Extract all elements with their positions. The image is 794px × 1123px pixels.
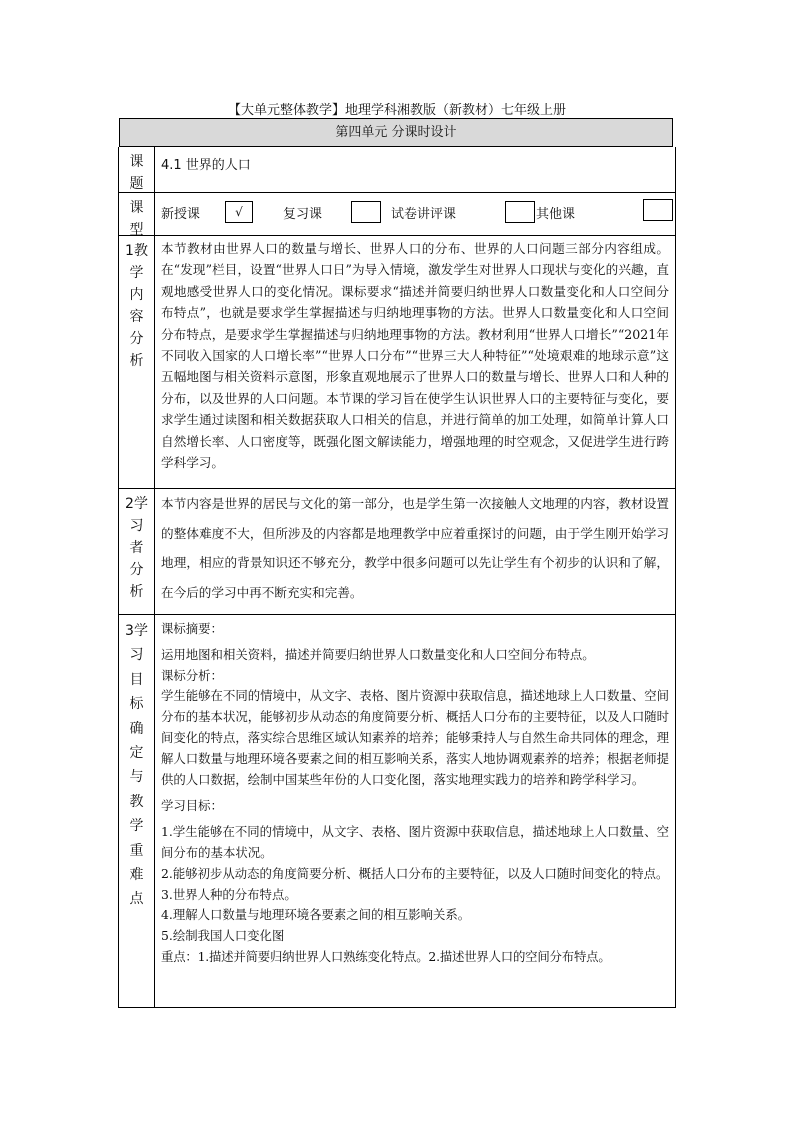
learning-goals-row [118, 615, 676, 1008]
content-analysis-row [118, 236, 676, 489]
key-points: 重点：1.描述并简要归纳世界人口熟练变化特点。2.描述世界人口的空间分布特点。 [161, 948, 611, 964]
curriculum-summary-heading: 课标摘要： [161, 621, 223, 636]
goal-item: 2.能够初步从动态的角度简要分析、概括人口分布的主要特征，以及人口随时间变化的特点。 [161, 865, 669, 881]
goal-item: 5.绘制我国人口变化图 [161, 928, 285, 944]
curriculum-analysis: 学生能够在不同的情境中，从文字、表格、图片资源中获取信息，描述地球上人口数量、空间分布的基本状况，能够初步从动态的角度简要分析、概括人口分布的主要特征，以及人口随时间变化的特点，落实综合思维区域认知素养的培养；能够秉持人与自然生命共同体的理念，理解人口数量与地理环境各要素之间的相互影响关系，落实人地协调观素养的培养；根据老师提供的人口数据，绘制中国某些年份的人口变化图，落实地理实践力的培养和跨学科学习。 [161, 688, 670, 787]
learning-goals-heading: 学习目标： [161, 798, 223, 814]
option-new-lesson: 新授课 [161, 207, 201, 222]
unit-title: 第四单元 分课时设计 [119, 118, 673, 147]
document-header: 【大单元整体教学】地理学科湘教版（新教材）七年级上册 [227, 103, 566, 118]
topic-row [118, 147, 676, 193]
option-other-lesson: 其他课 [536, 207, 576, 222]
curriculum-analysis-heading: 课标分析： [161, 667, 223, 683]
learning-goals-text [155, 615, 675, 1007]
topic-value: 4.1 世界的人口 [161, 158, 251, 173]
content-analysis-label: 1教 学 内 容 分 析 [119, 236, 155, 488]
lesson-type-label: 课 型 [119, 193, 155, 235]
goal-item: 3.世界人种的分布特点。 [161, 886, 297, 902]
curriculum-summary: 运用地图和相关资料，描述并简要归纳世界人口数量变化和人口空间分布特点。 [161, 646, 595, 662]
goal-item: 1.学生能够在不同的情境中，从文字、表格、图片资源中获取信息，描述地球上人口数量、空间分布的基本状况。 [161, 824, 669, 860]
learner-analysis-row [118, 489, 676, 615]
learner-analysis-text: 本节内容是世界的居民与文化的第一部分，也是学生第一次接触人文地理的内容，教材设置的整体难度不大，但所涉及的内容都是地理教学中应着重探讨的问题，由于学生刚开始学习地理，相应的背景知识还不够充分，教学中很多问题可以先让学生有个初步的认识和了解，在今后的学习中再不断充实和完善。 [161, 496, 669, 600]
other-lesson-checkbox[interactable] [643, 199, 673, 221]
option-exam-review: 试卷讲评课 [391, 207, 457, 222]
goal-item: 4.理解人口数量与地理环境各要素之间的相互影响关系。 [161, 907, 471, 923]
lesson-type-row [118, 193, 676, 236]
topic-label: 课 题 [119, 147, 155, 192]
learning-goals-label: 3学 习 目 标 确 定 与 教 学 重 难 点 [119, 615, 155, 1007]
exam-review-checkbox[interactable] [505, 201, 535, 223]
review-lesson-checkbox[interactable] [351, 201, 381, 223]
learner-analysis-label: 2学 习 者 分 析 [119, 489, 155, 614]
option-review-lesson: 复习课 [283, 207, 323, 222]
new-lesson-checkbox[interactable]: √ [225, 201, 253, 223]
content-analysis-text: 本节教材由世界人口的数量与增长、世界人口的分布、世界的人口问题三部分内容组成。在“发现”栏目，设置“世界人口日”为导入情境，激发学生对世界人口现状与变化的兴趣，直观地感受世界人口的变化情况。课标要求“描述并简要归纳世界人口数量变化和人口空间分布特点”，也就是要求学生掌握描述与归纳地理事物的方法。世界人口数量变化和人口空间分布特点，是要求学生掌握描述与归纳地理事物的方法。教材利用“世界人口增长”“2021年不同收入国家的人口增长率”“世界人口分布”“世界三大人种特征”“处境艰难的地球示意”这五幅地图与相关资料示意图，形象直观地展示了世界人口的数量与增长、世界人口和人种的分布，以及世界的人口问题。本节课的学习旨在使学生认识世界人口的主要特征与变化，要求学生通过读图和相关数据获取人口相关的信息，并进行简单的加工处理，如简单计算人口自然增长率、人口密度等，既强化图文解读能力，增强地理的时空观念，又促进学生进行跨学科学习。 [161, 241, 669, 471]
